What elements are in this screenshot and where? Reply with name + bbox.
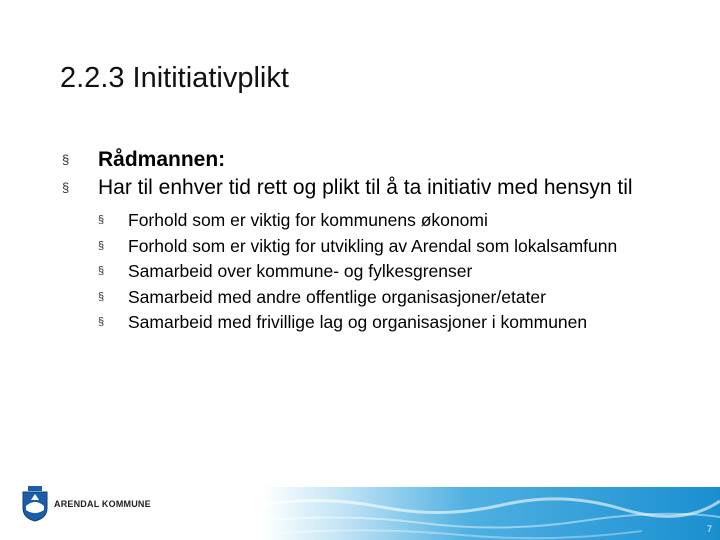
sub-bullet-text: Forhold som er viktig for utvikling av Arendal som lokalsamfunn: [128, 235, 618, 256]
bullet-marker: §: [62, 180, 70, 195]
slide-title: 2.2.3 Inititiativplikt: [60, 62, 289, 94]
sub-bullet-item: [98, 236, 662, 258]
sub-bullet-item: [98, 210, 662, 232]
coat-of-arms-icon: [22, 486, 48, 522]
sub-bullet-text: Samarbeid med andre offentlige organisasjoner/etater: [128, 286, 546, 307]
bullet-marker: §: [98, 290, 105, 303]
bullet-marker: §: [98, 316, 105, 328]
bullet-marker: §: [62, 152, 70, 167]
sub-bullet-text: Forhold som er viktig for kommunens økonomi: [128, 210, 488, 230]
bullet-item: [62, 146, 662, 174]
bullet-marker: §: [98, 239, 105, 252]
bullet-list: [62, 146, 662, 338]
bullet-item: [62, 174, 662, 202]
sub-bullet-item: [98, 287, 662, 309]
arendal-logo: [22, 486, 151, 522]
sub-bullet-text: Samarbeid over kommune- og fylkesgrenser: [128, 261, 473, 281]
bullet-text: Har til enhver tid rett og plikt til å ta initiativ med hensyn til: [98, 176, 633, 199]
bullet-marker: §: [98, 265, 105, 277]
bullet-marker: §: [98, 214, 105, 226]
footer-wave-band: [262, 487, 720, 540]
sub-bullet-text: Samarbeid med frivillige lag og organisasjoner i kommunen: [128, 312, 588, 332]
sub-bullet-item: [98, 261, 662, 283]
sub-bullet-item: [98, 312, 662, 334]
logo-text: ARENDAL KOMMUNE: [54, 499, 151, 509]
page-number: 7: [706, 524, 712, 534]
sub-bullet-list: [98, 210, 662, 334]
bullet-text: Rådmannen:: [98, 148, 226, 171]
